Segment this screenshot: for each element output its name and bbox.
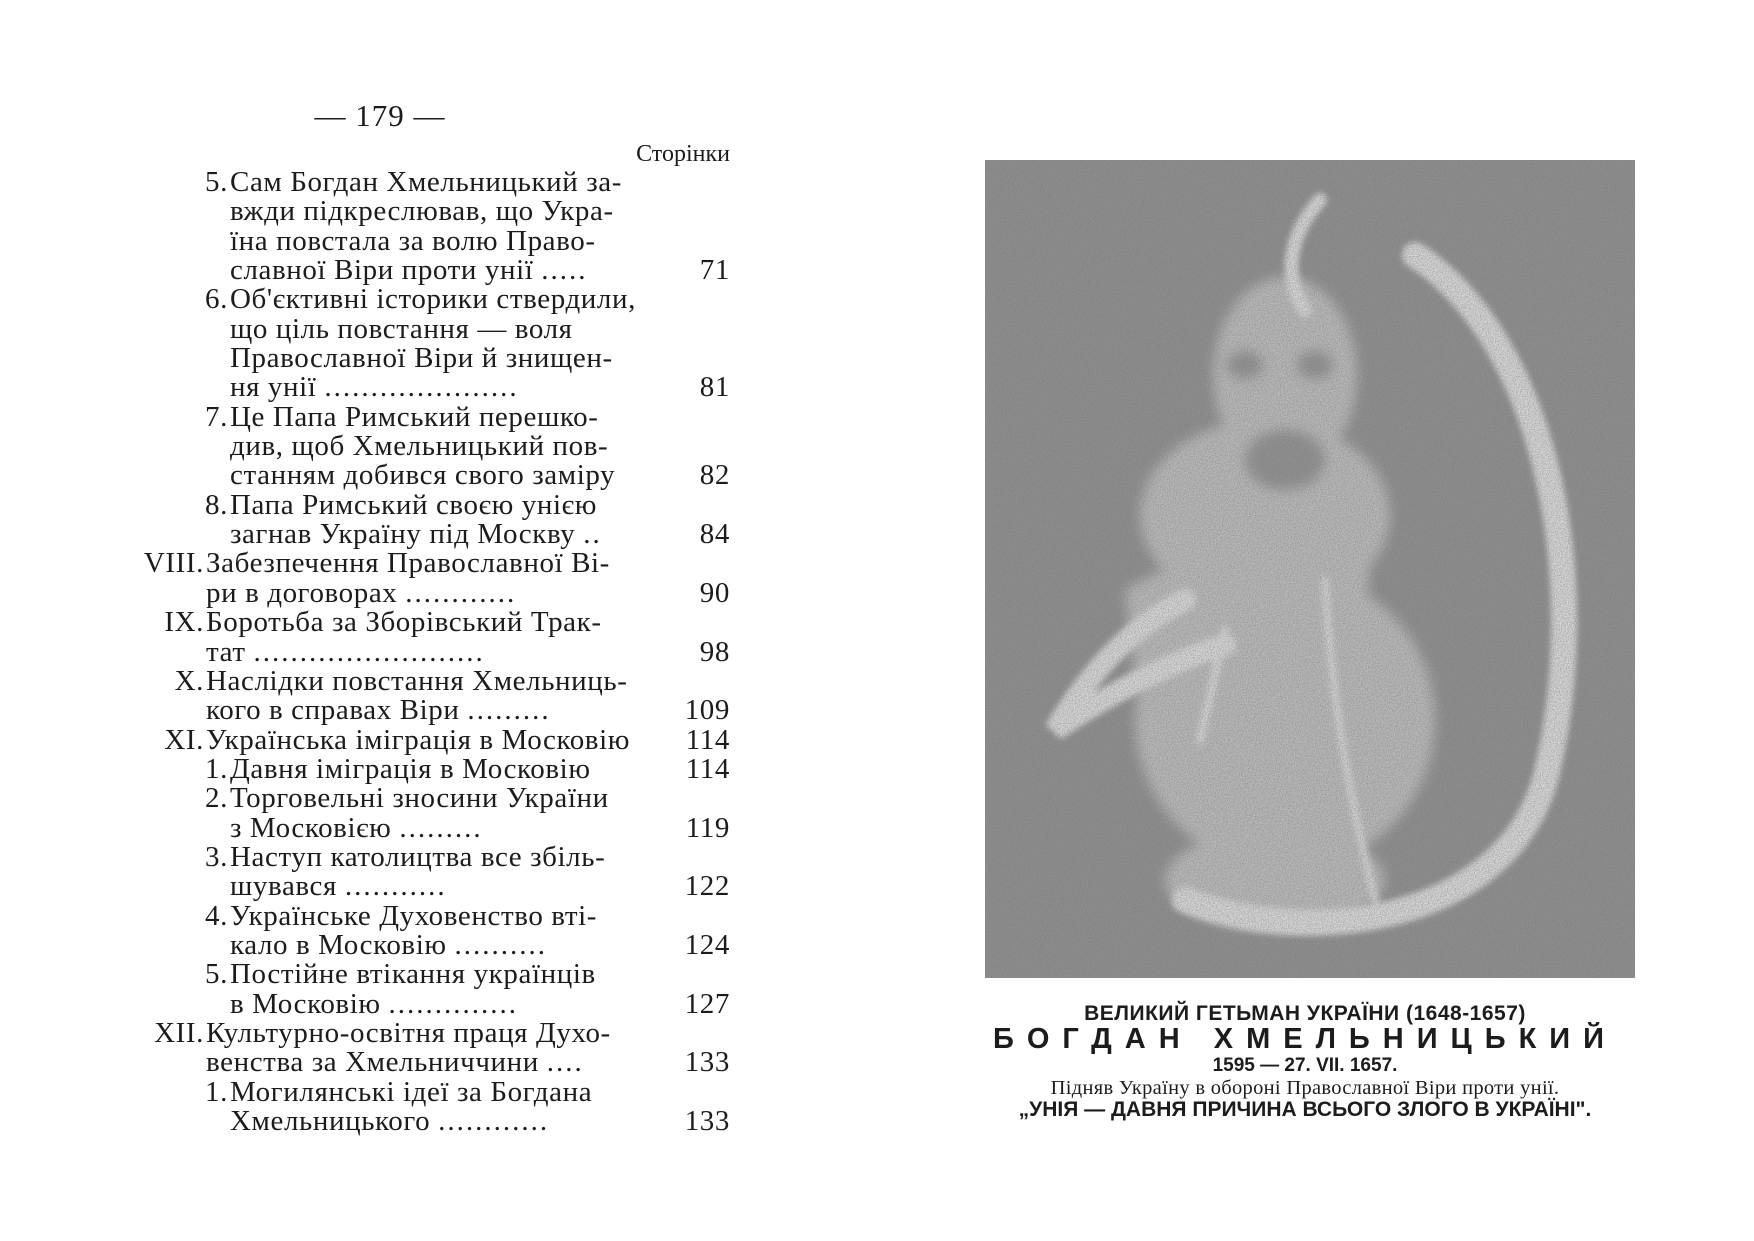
toc-entry-number: 4. (205, 899, 228, 932)
toc-entry-title (230, 488, 597, 521)
toc-entry-title (230, 1107, 549, 1136)
toc-entry-number: 6. (205, 283, 228, 316)
toc-entry-text: шувався (230, 870, 337, 903)
toc-entry-text: Українське Духовенство вті- (230, 899, 598, 932)
toc-entry-number: 1. (205, 752, 228, 785)
toc-entry-text: Хмельницького (230, 1105, 431, 1137)
portrait-image (985, 160, 1635, 978)
toc-entry-title (230, 432, 608, 461)
toc-row (130, 197, 730, 226)
toc-row (130, 840, 730, 873)
pages-column-header: Сторінки (636, 141, 730, 167)
toc-entry-text: Об'єктивні історики ствердили, (230, 283, 636, 316)
toc-entry-text: ня унії (230, 371, 317, 404)
toc-row (130, 1048, 730, 1077)
toc-row (130, 723, 730, 756)
toc-leader-dots: .......... (454, 928, 547, 961)
toc-leader-dots: .............. (388, 987, 518, 1020)
toc-entry-title (230, 312, 573, 345)
toc-entry-number: X. (174, 664, 204, 697)
toc-entry-title (230, 928, 547, 961)
toc-page-number: 127 (684, 987, 730, 1020)
toc-row (130, 168, 730, 197)
toc-entry-text: що ціль повстання — воля (230, 312, 573, 345)
toc-entry-title (230, 168, 622, 197)
toc-entry-title (230, 400, 599, 433)
caption-text: Підняв Україну в обороні Православної Віри проти унії. (1050, 1077, 1560, 1099)
toc-entry-text: Папа Римський своєю унією (230, 488, 597, 521)
toc-row (130, 224, 730, 257)
toc-page-number: 81 (699, 371, 730, 404)
toc-entry-number: 5. (205, 958, 228, 991)
toc-entry-text: Боротьба за Зборівський Трак- (206, 606, 602, 639)
toc-row (130, 285, 730, 314)
toc-row (130, 608, 730, 637)
toc-row (130, 520, 730, 549)
toc-page-number: 114 (685, 752, 730, 785)
caption-dates: 1595 — 27. VII. 1657. (1212, 1055, 1398, 1076)
toc-entry-number: VIII. (143, 547, 204, 580)
toc-entry-title (206, 576, 517, 609)
toc-row (130, 928, 730, 961)
toc-entry-title (206, 696, 551, 725)
toc-page-number: 133 (684, 1046, 730, 1079)
toc-entry-number: 5. (205, 166, 228, 198)
toc-row (130, 488, 730, 521)
toc-entry-title (230, 224, 596, 257)
toc-page-number: 84 (699, 518, 730, 551)
toc-entry-text: Могилянські ідеї за Богдана (230, 1075, 593, 1108)
toc-row (130, 432, 730, 461)
toc-leader-dots: ......... (399, 811, 483, 844)
toc-leader-dots: ........... (344, 870, 447, 903)
toc-row (130, 461, 730, 490)
toc-entry-text: Сам Богдан Хмельницький за- (230, 166, 623, 198)
toc-entry-title (206, 1048, 584, 1077)
toc-entry-text: венства за Хмельниччини (206, 1046, 539, 1079)
toc-row (130, 373, 730, 402)
table-of-contents (130, 168, 730, 1136)
caption-title: ВЕЛИКИЙ ГЕТЬМАН УКРАЇНИ (1648-1657) (1084, 1002, 1526, 1025)
toc-page-number: 114 (685, 723, 730, 756)
toc-entry-number: 1. (205, 1075, 228, 1108)
toc-leader-dots: ............ (438, 1105, 550, 1137)
toc-entry-number: 2. (205, 782, 228, 815)
toc-entry-text: славної Віри проти унії (230, 254, 534, 287)
toc-entry-text: кого в справах Віри (206, 694, 460, 727)
toc-entry-text: тат (206, 635, 246, 668)
toc-leader-dots: ..... (541, 254, 588, 287)
toc-row (130, 960, 730, 989)
toc-entry-text: кало в Московію (230, 928, 447, 961)
toc-entry-title (230, 344, 613, 373)
toc-leader-dots: ......................... (253, 635, 485, 668)
toc-row (130, 312, 730, 345)
toc-entry-number: XII. (154, 1016, 204, 1049)
toc-page-number: 71 (699, 254, 730, 287)
toc-page-number: 119 (685, 811, 730, 844)
toc-entry-title (230, 285, 636, 314)
toc-entry-title (230, 899, 598, 932)
toc-page-number: 98 (699, 635, 730, 668)
toc-row (130, 1107, 730, 1136)
toc-page-number: 133 (684, 1105, 730, 1137)
toc-row (130, 784, 730, 813)
toc-row (130, 549, 730, 578)
toc-entry-title (206, 608, 602, 637)
toc-leader-dots: .... (546, 1046, 584, 1079)
toc-entry-text: Це Папа Римський перешко- (230, 400, 599, 433)
toc-row (130, 872, 730, 901)
toc-row (130, 1075, 730, 1108)
toc-entry-text: Православної Віри й знищен- (230, 342, 613, 375)
toc-row (130, 987, 730, 1020)
toc-entry-title (206, 549, 610, 578)
toc-entry-text: загнав Україну під Москву (230, 518, 576, 551)
caption-quote: „УНІЯ — ДАВНЯ ПРИЧИНА ВСЬОГО ЗЛОГО В УКРАЇНІ". (1018, 1098, 1592, 1121)
toc-entry-title (230, 520, 602, 549)
toc-row (130, 576, 730, 609)
toc-entry-title (206, 723, 631, 756)
toc-page-number: 124 (684, 928, 730, 961)
toc-entry-title (206, 1016, 611, 1049)
toc-entry-number: XI. (164, 723, 204, 756)
toc-leader-dots: .. (583, 518, 602, 551)
toc-entry-text: станням добився свого заміру (230, 459, 616, 492)
toc-entry-text: Наступ католицтва все збіль- (230, 840, 606, 873)
toc-entry-title (230, 987, 518, 1020)
toc-row (130, 256, 730, 285)
toc-entry-text: Наслідки повстання Хмельниць- (206, 664, 628, 697)
toc-row (130, 344, 730, 373)
toc-row (130, 635, 730, 668)
toc-entry-title (230, 256, 588, 285)
portrait-plate (985, 160, 1635, 978)
toc-entry-title (206, 635, 485, 668)
toc-row (130, 899, 730, 932)
toc-entry-text: див, щоб Хмельницький пов- (230, 430, 609, 463)
toc-entry-title (230, 752, 591, 785)
toc-row (130, 752, 730, 785)
toc-entry-title (230, 960, 596, 989)
toc-leader-dots: ......... (467, 694, 551, 727)
toc-entry-title (230, 872, 447, 901)
toc-page-number: 122 (684, 870, 730, 903)
toc-entry-text: Постійне втікання українців (230, 958, 596, 991)
toc-row (130, 811, 730, 844)
toc-entry-text: Давня імігpація в Московію (230, 752, 591, 785)
caption-name: БОГДАН ХМЕЛЬНИЦЬКИЙ (993, 1023, 1617, 1055)
page-number: — 179 — (314, 98, 446, 133)
toc-entry-title (230, 784, 609, 813)
toc-row (130, 400, 730, 433)
toc-entry-title (230, 840, 606, 873)
toc-entry-text: їна повстала за волю Право- (230, 224, 596, 257)
toc-entry-text: ри в договорах (206, 576, 398, 609)
toc-leader-dots: ............ (405, 576, 517, 609)
toc-row (130, 696, 730, 725)
toc-entry-number: 8. (205, 488, 228, 521)
toc-entry-text: Культурно-освітня праця Духо- (206, 1016, 611, 1049)
toc-entry-title (230, 373, 519, 402)
toc-entry-number: 7. (205, 400, 228, 433)
toc-entry-text: з Московією (230, 811, 392, 844)
toc-row (130, 664, 730, 697)
toc-page-number: 90 (699, 576, 730, 609)
toc-entry-text: вжди підкреслював, що Укра- (230, 195, 614, 228)
toc-row (130, 1016, 730, 1049)
toc-entry-title (230, 1075, 593, 1108)
right-page (900, 0, 1754, 1241)
toc-entry-title (230, 461, 615, 490)
toc-entry-text: Забезпечення Православної Ві- (206, 547, 610, 580)
toc-leader-dots: ..................... (324, 371, 519, 404)
toc-entry-title (206, 664, 628, 697)
toc-entry-number: 3. (205, 840, 228, 873)
toc-page-number: 82 (699, 459, 730, 492)
left-page (0, 0, 760, 1241)
toc-entry-text: Українська імігpація в Московію (206, 723, 631, 756)
toc-entry-title (230, 811, 483, 844)
toc-entry-title (230, 197, 614, 226)
toc-page-number: 109 (684, 694, 730, 727)
toc-entry-text: Торговельні зносини України (230, 782, 609, 815)
toc-entry-text: в Московію (230, 987, 381, 1020)
toc-entry-number: IX. (164, 606, 204, 639)
